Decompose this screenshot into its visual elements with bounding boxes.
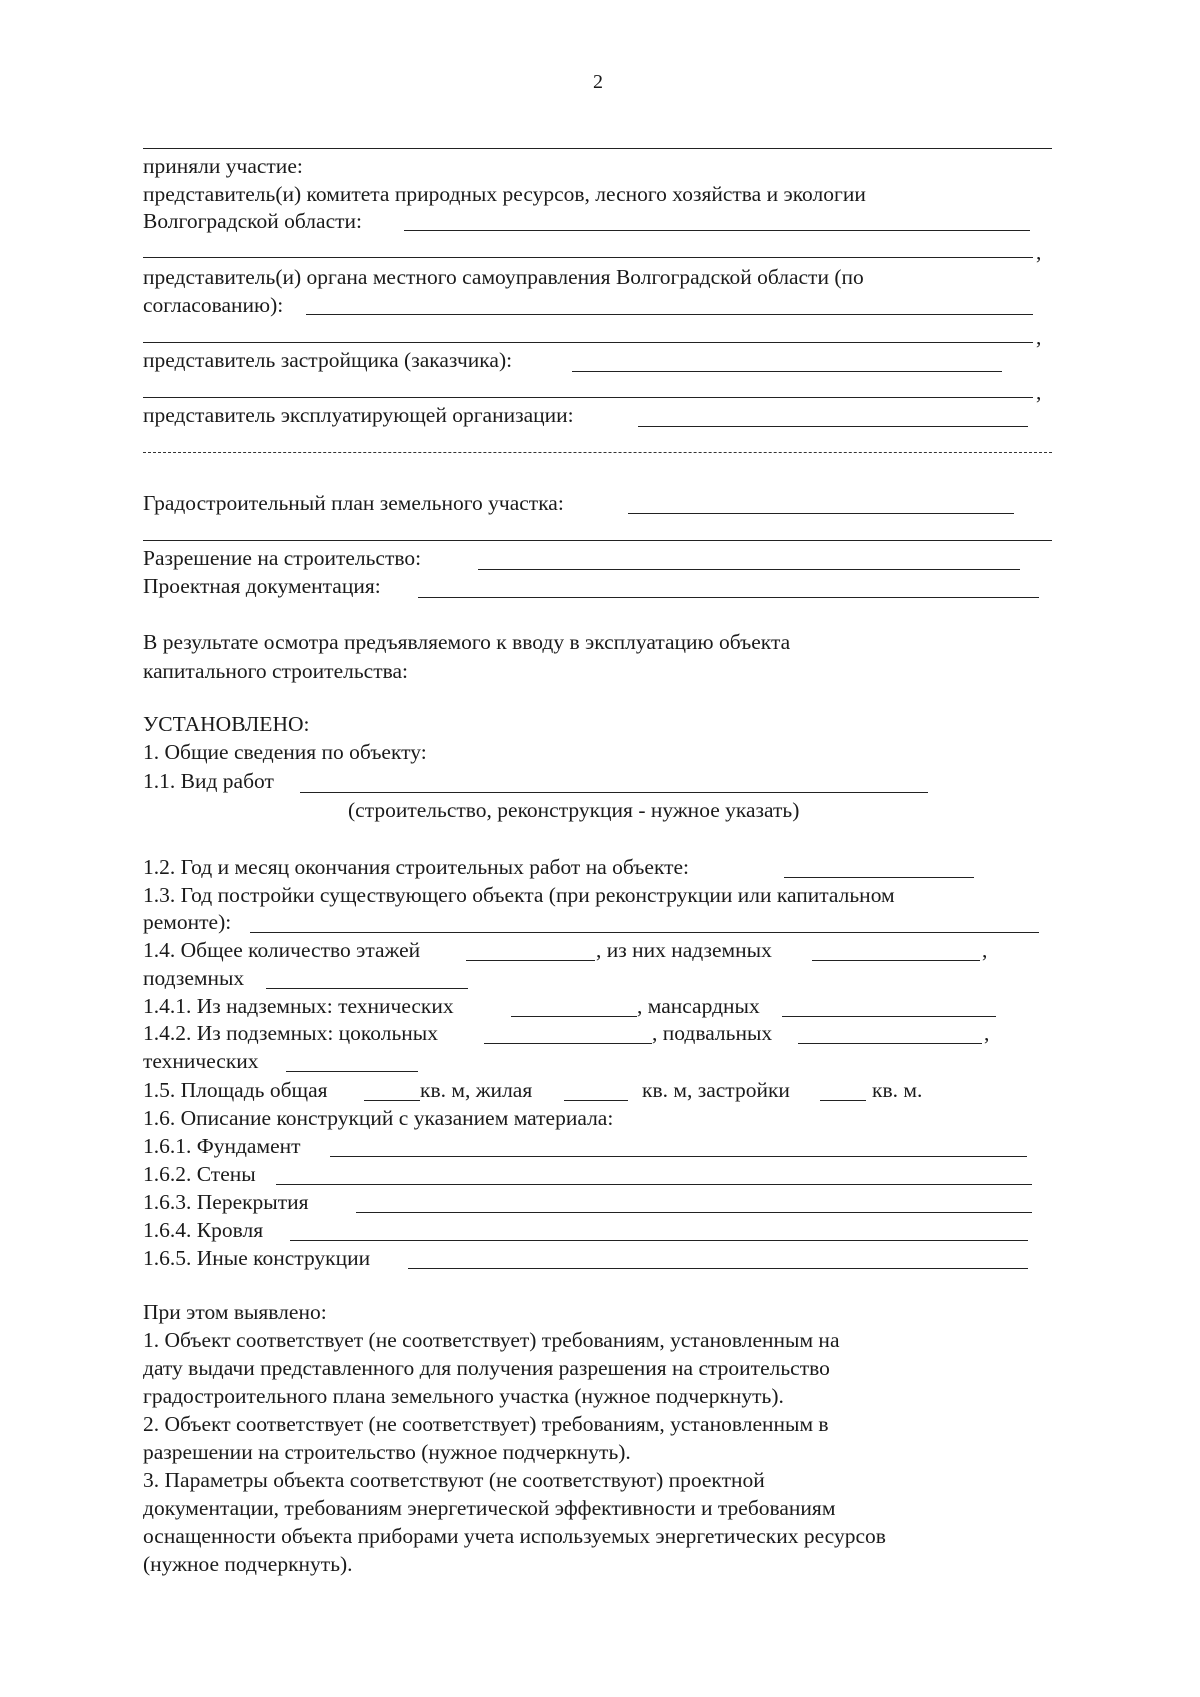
permit-label: Разрешение на строительство: [143, 546, 422, 570]
inspection-line1: В результате осмотра предъявляемого к вводу в эксплуатацию объекта [143, 630, 791, 654]
participants-heading: приняли участие: [143, 154, 303, 178]
socle-field[interactable] [484, 1043, 652, 1044]
floors-above-field[interactable] [812, 960, 980, 961]
finding-3-line4: (нужное подчеркнуть). [143, 1552, 353, 1576]
above-technical-field[interactable] [511, 1016, 637, 1017]
rep-committee-line2: Волгоградской области: [143, 209, 362, 233]
section-1-3-line1: 1.3. Год постройки существующего объекта (при реконструкции или капитальном [143, 883, 895, 907]
section-1-3-line2: ремонте): [143, 910, 232, 934]
work-type-field[interactable] [300, 792, 928, 793]
rep-developer-label: представитель застройщика (заказчика): [143, 348, 513, 372]
comma: , [1036, 240, 1042, 264]
findings-heading: При этом выявлено: [143, 1300, 327, 1324]
project-docs-label: Проектная документация: [143, 574, 381, 598]
section-1-6-2: 1.6.2. Стены [143, 1162, 256, 1186]
section-1-4-2-socle: 1.4.2. Из подземных: цокольных [143, 1021, 438, 1045]
rep-operator-field[interactable] [638, 426, 1028, 427]
roof-field[interactable] [290, 1240, 1028, 1241]
section-1-6-4: 1.6.4. Кровля [143, 1218, 264, 1242]
permit-field[interactable] [478, 569, 1020, 570]
rep-local-line2: согласованию): [143, 293, 284, 317]
section-1-4-2-basement: , подвальных [652, 1021, 773, 1045]
comma: , [982, 938, 988, 962]
finding-2-line2: разрешении на строительство (нужное подчеркнуть). [143, 1440, 631, 1464]
inspection-line2: капитального строительства: [143, 659, 408, 683]
section-1-5-footprint: кв. м, застройки [642, 1078, 790, 1102]
section-1: 1. Общие сведения по объекту: [143, 740, 427, 764]
top-rule [143, 148, 1052, 149]
comma: , [1036, 380, 1042, 404]
urban-plan-field-cont[interactable] [143, 540, 1052, 541]
comma: , [984, 1021, 990, 1045]
rep-operator-label: представитель эксплуатирующей организации: [143, 403, 574, 427]
attic-field[interactable] [782, 1016, 996, 1017]
section-1-4-2-tech: технических [143, 1049, 259, 1073]
section-1-6-5: 1.6.5. Иные конструкции [143, 1246, 371, 1270]
section-1-1: 1.1. Вид работ [143, 769, 274, 793]
rep-operator-field-cont[interactable] [143, 452, 1052, 453]
floors-slabs-field[interactable] [356, 1212, 1032, 1213]
rep-local-line1: представитель(и) органа местного самоуправления Волгоградской области (по [143, 265, 864, 289]
comma: , [1036, 325, 1042, 349]
section-1-6-1: 1.6.1. Фундамент [143, 1134, 301, 1158]
urban-plan-field[interactable] [628, 513, 1014, 514]
section-1-5-total: 1.5. Площадь общая [143, 1078, 328, 1102]
page-number: 2 [593, 71, 603, 93]
established-heading: УСТАНОВЛЕНО: [143, 712, 310, 736]
finding-1-line3: градостроительного плана земельного участка (нужное подчеркнуть). [143, 1384, 784, 1408]
section-1-4-above: , из них надземных [596, 938, 772, 962]
rep-committee-line1: представитель(и) комитета природных ресурсов, лесного хозяйства и экологии [143, 182, 866, 206]
section-1-4-1-attic: , мансардных [637, 994, 760, 1018]
finding-3-line1: 3. Параметры объекта соответствуют (не соответствуют) проектной [143, 1468, 765, 1492]
section-1-5-unit: кв. м. [872, 1078, 923, 1102]
finding-1-line1: 1. Объект соответствует (не соответствует) требованиям, установленным на [143, 1328, 840, 1352]
project-docs-field[interactable] [418, 597, 1039, 598]
finding-1-line2: дату выдачи представленного для получения разрешения на строительство [143, 1356, 830, 1380]
section-1-6: 1.6. Описание конструкций с указанием материала: [143, 1106, 614, 1130]
below-technical-field[interactable] [286, 1071, 418, 1072]
build-year-field[interactable] [250, 932, 1039, 933]
rep-developer-field[interactable] [572, 371, 1002, 372]
area-footprint-field[interactable] [820, 1100, 866, 1101]
other-constructions-field[interactable] [408, 1268, 1028, 1269]
floors-below-field[interactable] [266, 988, 468, 989]
section-1-4-1-tech: 1.4.1. Из надземных: технических [143, 994, 454, 1018]
foundation-field[interactable] [330, 1156, 1027, 1157]
floors-total-field[interactable] [466, 960, 595, 961]
work-type-hint: (строительство, реконструкция - нужное указать) [348, 798, 800, 822]
rep-developer-field-cont[interactable] [143, 397, 1033, 398]
section-1-6-3: 1.6.3. Перекрытия [143, 1190, 309, 1214]
finding-3-line2: документации, требованиям энергетической эффективности и требованиям [143, 1496, 836, 1520]
rep-committee-field[interactable] [404, 230, 1030, 231]
section-1-4-total: 1.4. Общее количество этажей [143, 938, 421, 962]
rep-local-field-cont[interactable] [143, 342, 1033, 343]
section-1-5-living: кв. м, жилая [420, 1078, 533, 1102]
section-1-2: 1.2. Год и месяц окончания строительных работ на объекте: [143, 855, 690, 879]
walls-field[interactable] [276, 1184, 1032, 1185]
finding-3-line3: оснащенности объекта приборами учета используемых энергетических ресурсов [143, 1524, 886, 1548]
completion-date-field[interactable] [784, 877, 974, 878]
rep-committee-field-cont[interactable] [143, 257, 1033, 258]
area-total-field[interactable] [364, 1100, 420, 1101]
urban-plan-label: Градостроительный план земельного участка: [143, 491, 564, 515]
rep-local-field[interactable] [306, 314, 1033, 315]
section-1-4-below: подземных [143, 966, 245, 990]
finding-2-line1: 2. Объект соответствует (не соответствует) требованиям, установленным в [143, 1412, 829, 1436]
basement-field[interactable] [798, 1043, 982, 1044]
area-living-field[interactable] [564, 1100, 628, 1101]
